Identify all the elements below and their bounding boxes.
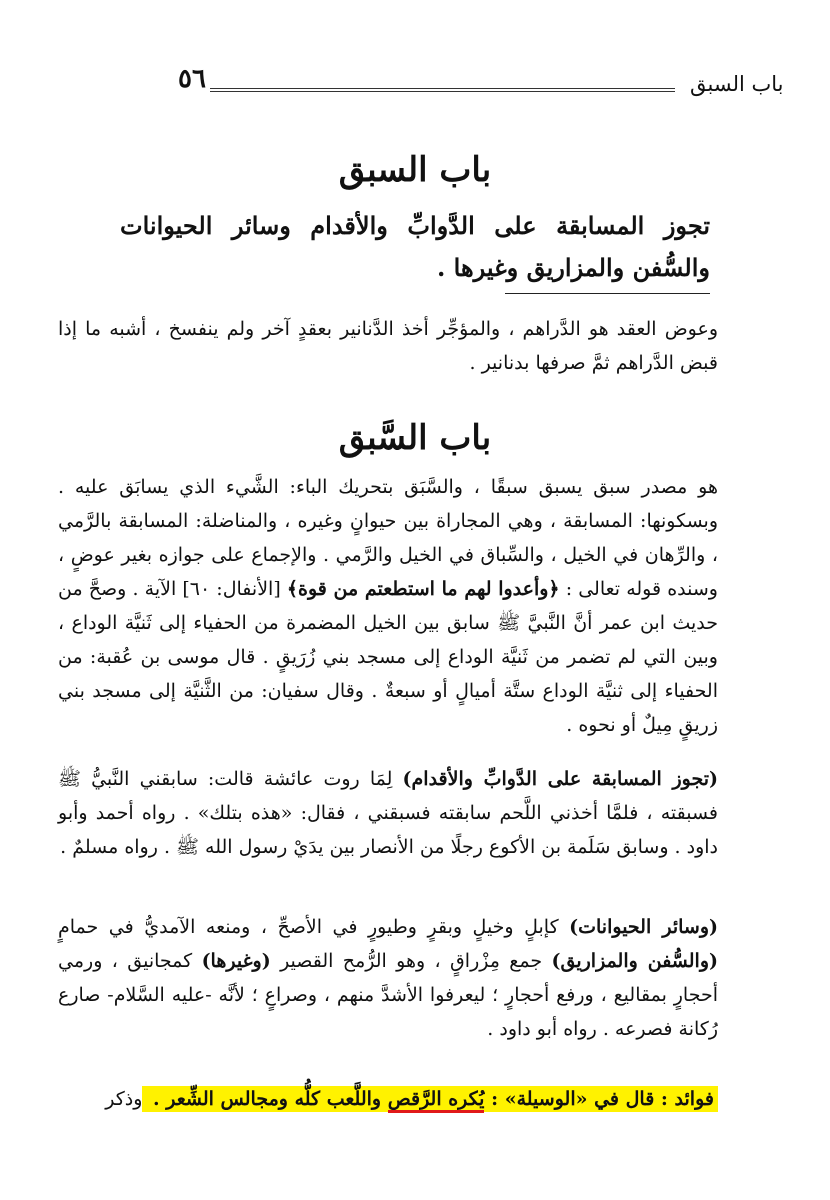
running-header-title: باب السبق: [690, 72, 784, 96]
footnote-separator: [505, 293, 710, 294]
matn-quote: (وغيرها): [201, 950, 271, 972]
paragraph-other-animals: [58, 910, 718, 1046]
fawaid-line: [58, 1082, 718, 1116]
matn-quote: (وسائر الحيوانات): [569, 916, 718, 938]
definition-text-a: هو مصدر سبق يسبق سبقًا ، والسَّبَق بتحريك الباء: الشَّيء الذي يسابَق عليه . وبسكونها: المسابقة ، وهي المجاراة بين حيوانٍ وغيره ، والمناضلة: المسابقة بالرَّمي ، والرِّهان في الخيل ، والسِّباق في الخيل والرَّمي . والإجماع على جوازه بغير عوضٍ ، وسنده قوله تعالى :: [58, 476, 719, 600]
matn-chapter-title: باب السبق: [338, 150, 492, 190]
quran-verse: ﴿وأعدوا لهم ما استطعتم من قوة﴾: [286, 578, 560, 600]
fawaid-tail: وذكر: [105, 1088, 143, 1110]
fawaid-pre: قال في «الوسيلة» :: [491, 1088, 655, 1110]
definition-text-b: [الأنفال: ٦٠] الآية . وصحَّ من حديث ابن عمر أنَّ النَّبيَّ ﷺ سابق بين الخيل المضمرة من الحفياء إلى ثَنيَّة الوداع ، وبين التي لم تضمر من ثَنيَّة الوداع إلى مسجد بني زُرَيقٍ . قال موسى بن عُقبة: من الحفياء إلى ثنيَّة الوداع ستَّة أميالٍ أو سبعةٌ . وقال سفيان: من الثَّنيَّة إلى مسجد بني زريقٍ مِيلٌ أو نحوه .: [58, 578, 719, 736]
matn-text: تجوز المسابقة على الدَّوابِّ والأقدام وسائر الحيوانات والسُّفن والمزاريق وغيرها .: [120, 211, 710, 282]
paragraph-definition: [58, 470, 718, 742]
paragraph-animals-feet: [58, 762, 718, 864]
page-number: ٥٦: [178, 64, 206, 94]
fawaid-post: واللَّعب كلُّه ومجالس الشِّعر .: [153, 1088, 382, 1110]
paragraph-text: جمع مِزْراقٍ ، وهو الرُّمح القصير: [280, 950, 543, 972]
matn-quote: (تجوز المسابقة على الدَّوابِّ والأقدام): [402, 768, 719, 790]
paragraph-text: لِمَا روت عائشة قالت: سابقني النَّبيُّ ﷺ فسبقته ، فلمَّا أخذني اللَّحم سابقته فسبقني ، فقال: «هذه بتلك» . رواه أحمد وأبو داود . وسابق سَلَمة بن الأكوع رجلًا من الأنصار بين يدَيْ رسول الله ﷺ . رواه مسلمٌ .: [58, 768, 718, 858]
highlighted-fawaid: [142, 1086, 718, 1112]
paragraph-text: كمجانيق ، ورمي أحجارٍ بمقاليع ، ورفع أحجارٍ ؛ ليعرفوا الأشدَّ منهم ، وصراعٍ ؛ لأنَّه -عليه السَّلام- صارع رُكانة فصرعه . رواه أبو داود .: [58, 950, 718, 1040]
fawaid-label: فوائد :: [660, 1088, 714, 1110]
sharh-chapter-title: باب السَّبق: [338, 418, 492, 458]
underlined-phrase: يُكره الرَّقص: [388, 1088, 485, 1113]
paragraph-text: كإبلٍ وخيلٍ وبقرٍ وطيورٍ في الأصحِّ ، ومنعه الآمديُّ في حمامٍ: [58, 916, 559, 938]
running-header: [30, 62, 800, 102]
carry-over-paragraph: وعوض العقد هو الدَّراهم ، والمؤجِّر أخذ الدَّنانير بعقدٍ آخر ولم ينفسخ ، أشبه ما إذا قبض الدَّراهم ثمَّ صرفها بدنانير .: [58, 318, 718, 374]
matn-quote: (والسُّفن والمزاريق): [551, 950, 718, 972]
header-rule: [210, 88, 675, 92]
